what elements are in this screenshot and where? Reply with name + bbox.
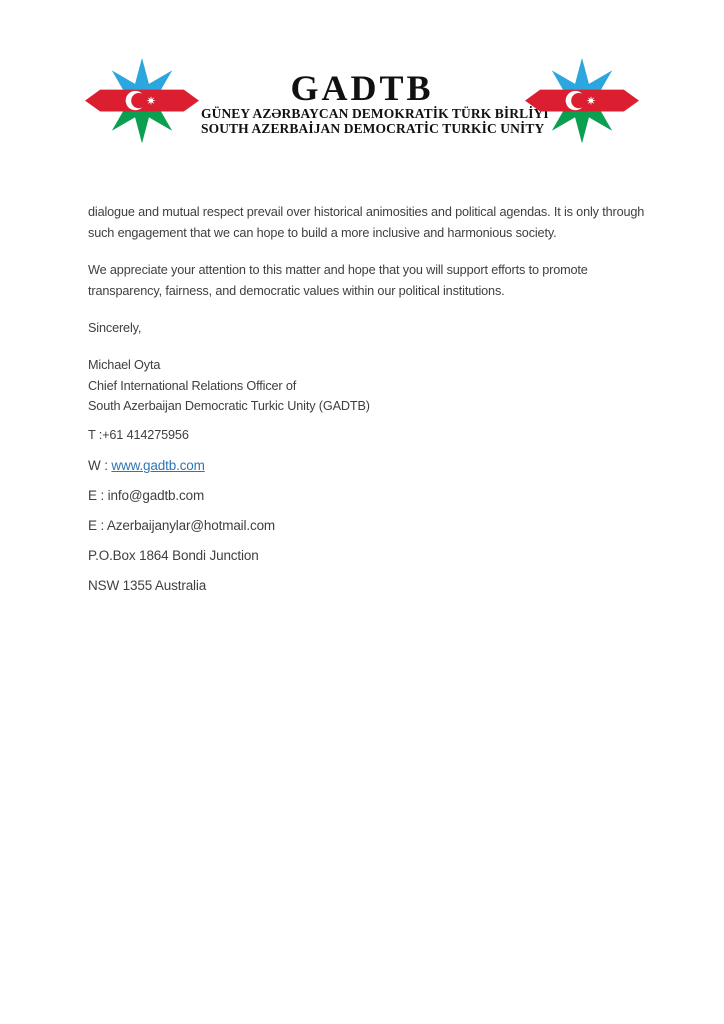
- letter-body: [0, 202, 724, 596]
- letterhead-text: [201, 67, 549, 136]
- closing: Sincerely,: [88, 321, 142, 335]
- website-label: W :: [88, 458, 112, 474]
- signature-title-line1: Chief International Relations Officer of: [88, 378, 297, 393]
- contact-email-2: E : Azerbaijanylar@hotmail.com: [88, 518, 276, 534]
- org-name-turkish: GÜNEY AZƏRBAYCAN DEMOKRATİK TÜRK BİRLİYİ: [201, 105, 549, 121]
- letterhead: [0, 0, 724, 150]
- paragraph-1: dialogue and mutual respect prevail over historical animosities and political agendas. It is only through such engagement that we can hope to build a more inclusive and harmonious society.: [88, 205, 645, 240]
- signature-name: Michael Oyta: [88, 358, 161, 372]
- gadtb-star-logo-right-icon: [525, 55, 639, 150]
- address-line-2: NSW 1355 Australia: [88, 578, 207, 594]
- signature-block: [88, 355, 654, 417]
- website-link[interactable]: www.gadtb.com: [111, 458, 205, 474]
- org-acronym: GADTB: [290, 67, 434, 108]
- paragraph-2: We appreciate your attention to this matter and hope that you will support efforts to promote transparency, fairness, and democratic values within our political institutions.: [88, 263, 588, 298]
- signature-title-line2: South Azerbaijan Democratic Turkic Unity (GADTB): [88, 399, 370, 414]
- gadtb-star-logo-left-icon: [85, 55, 199, 150]
- contact-website: [88, 455, 654, 476]
- address-line-1: P.O.Box 1864 Bondi Junction: [88, 548, 259, 564]
- org-name-english: SOUTH AZERBAİJAN DEMOCRATİC TURKİC UNİTY: [201, 120, 545, 136]
- contact-phone: T :+61 414275956: [88, 428, 189, 443]
- contact-email-1: E : info@gadtb.com: [88, 488, 205, 504]
